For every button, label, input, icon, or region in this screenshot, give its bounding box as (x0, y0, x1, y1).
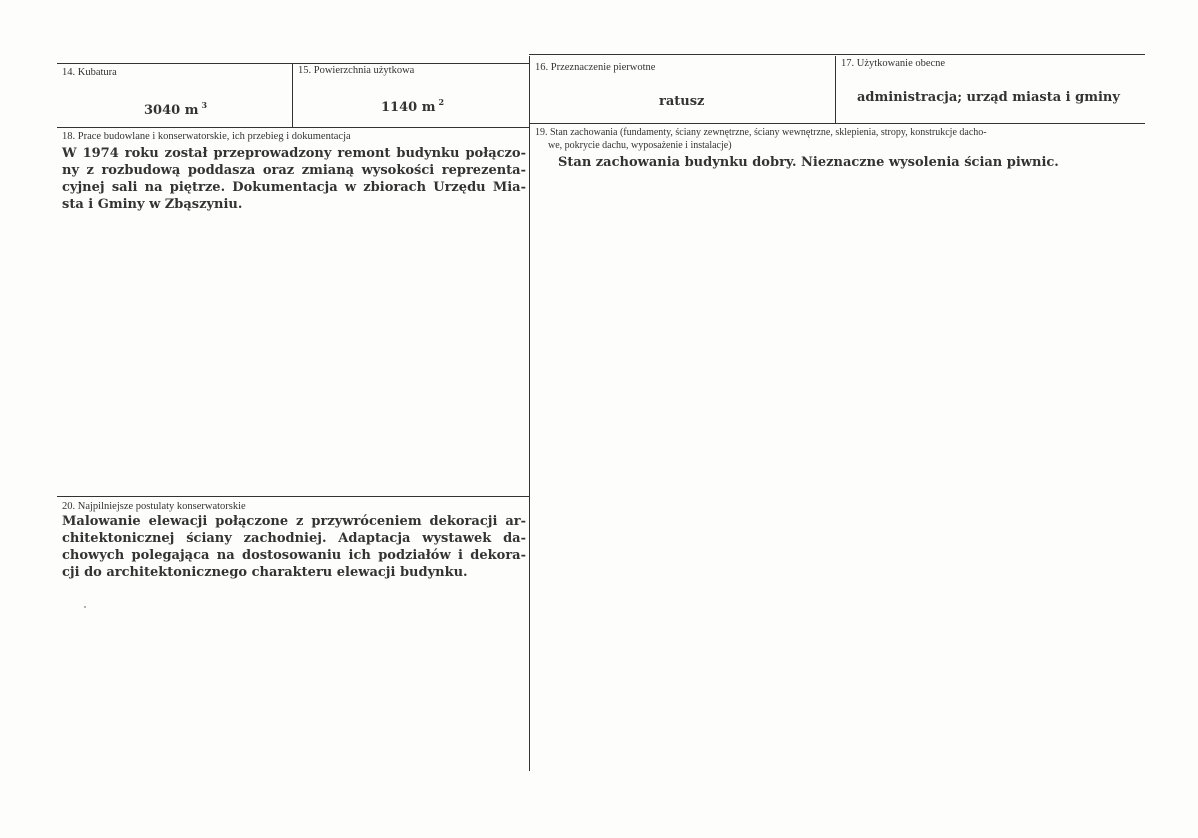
divider-14-15 (292, 63, 293, 127)
field-19-label-line-1: 19. Stan zachowania (fundamenty, ściany zewnętrzne, ściany wewnętrzne, sklepienia, stropy, konstrukcje dacho- (535, 127, 987, 138)
divider-16-17 (835, 56, 836, 123)
field-15-number: 1140 m (381, 100, 436, 115)
field-16-label: 16. Przeznaczenie pierwotne (535, 62, 656, 73)
field-18-label: 18. Prace budowlane i konserwatorskie, ich przebieg i dokumentacja (62, 131, 351, 142)
field-15-unit-exponent: 2 (438, 97, 445, 107)
field-16-value: ratusz (659, 94, 705, 109)
field-14-label: 14. Kubatura (62, 67, 117, 78)
field-19-label-line-2: we, pokrycie dachu, wyposażenie i instalacje) (548, 140, 732, 151)
main-vertical-divider (529, 56, 530, 771)
field-15-value (381, 97, 444, 115)
field-19-text: Stan zachowania budynku dobry. Nieznaczne wysolenia ścian piwnic. (558, 155, 1059, 170)
field-14-unit-exponent: 3 (201, 100, 208, 110)
field-17-value: administracja; urząd miasta i gminy (857, 90, 1120, 105)
field-18-line-4: sta i Gminy w Zbąszyniu. (62, 197, 243, 212)
mid-rule-left (57, 127, 529, 128)
mid-rule-right (529, 123, 1145, 124)
field-14-number: 3040 m (144, 103, 199, 118)
field-20-line-1: Malowanie elewacji połączone z przywróceniem dekoracji ar- (62, 514, 526, 529)
field-18-line-1: W 1974 roku został przeprowadzony remont budynku połączo- (62, 146, 526, 161)
top-rule-left (57, 63, 529, 64)
field-18-line-3: cyjnej sali na piętrze. Dokumentacja w zbiorach Urzędu Mia- (62, 180, 526, 195)
field-14-value (144, 100, 207, 118)
field-20-line-4: cji do architektonicznego charakteru elewacji budynku. (62, 565, 468, 580)
rule-field-20 (57, 496, 529, 497)
field-15-label: 15. Powierzchnia użytkowa (298, 65, 415, 76)
top-rule-right (529, 54, 1145, 55)
field-20-line-3: chowych polegająca na dostosowaniu ich podziałów i dekora- (62, 548, 526, 563)
field-17-label: 17. Użytkowanie obecne (841, 58, 946, 69)
field-20-line-2: chitektonicznej ściany zachodniej. Adaptacja wystawek da- (62, 531, 526, 546)
field-18-line-2: ny z rozbudową poddasza oraz zmianą wysokości reprezenta- (62, 163, 526, 178)
paper-speck (84, 606, 86, 608)
field-20-text (62, 513, 526, 581)
field-18-text (62, 145, 526, 213)
field-20-label: 20. Najpilniejsze postulaty konserwatorskie (62, 501, 246, 512)
